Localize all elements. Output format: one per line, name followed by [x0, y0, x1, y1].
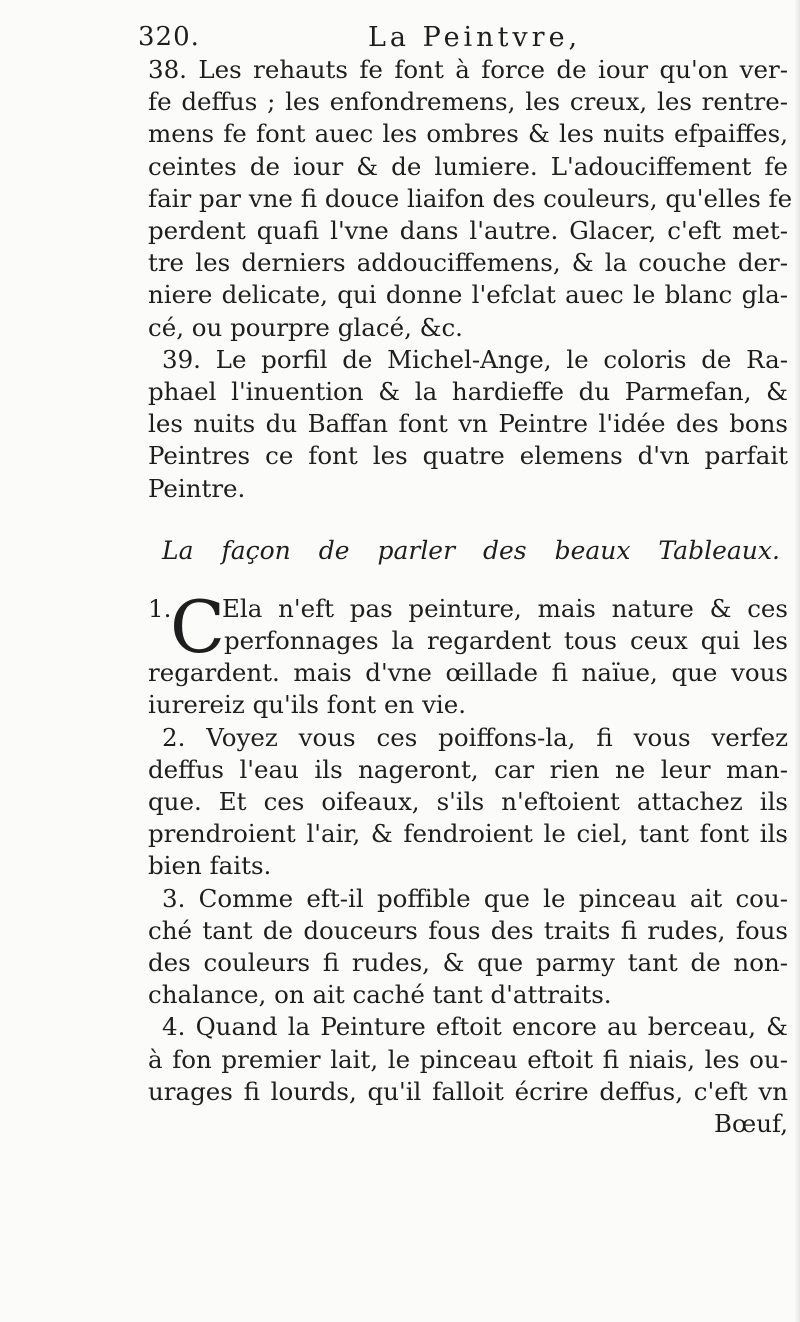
text-line: ché tant de douceurs fous des traits fi rudes, fous	[148, 915, 788, 945]
text-line: perdent quafi l'vne dans l'autre. Glacer, c'eft met-	[148, 216, 788, 246]
text-line: perfonnages la regardent tous ceux qui les	[224, 626, 788, 656]
text-line	[148, 593, 788, 625]
text-line: 39. Le porfil de Michel-Ange, le coloris de Ra-	[162, 344, 788, 374]
text-line: chalance, on ait caché tant d'attraits.	[148, 980, 612, 1010]
text-line: à fon premier lait, le pinceau eftoit fi niais, les ou-	[148, 1044, 788, 1074]
text-line: 38. Les rehauts fe font à force de iour qu'on ver-	[148, 55, 788, 84]
running-title: La Peintvre,	[368, 22, 582, 53]
text-line: deffus l'eau ils nageront, car rien ne leur man-	[148, 754, 788, 784]
page-edge-shadow	[794, 0, 800, 1322]
first-paragraph	[148, 584, 788, 669]
text-line: mens fe font auec les ombres & les nuits efpaiffes,	[148, 119, 788, 149]
text-line: des couleurs fi rudes, & que parmy tant de non-	[148, 948, 788, 978]
text-line-content: Ela n'eft pas peinture, mais nature & ces	[222, 593, 788, 623]
drop-cap: C	[170, 584, 226, 669]
text-line: bien faits.	[148, 851, 272, 881]
text-line: niere delicate, qui donne l'efclat auec le blanc gla-	[148, 280, 788, 310]
text-line: 2. Voyez vous ces poiffons-la, fi vous verfez	[162, 722, 788, 752]
text-line: Peintre.	[148, 473, 246, 503]
text-line: 3. Comme eft-il poffible que le pinceau ait cou-	[162, 883, 788, 913]
text-line: cé, ou pourpre glacé, &c.	[148, 312, 463, 342]
text-line: Peintres ce font les quatre elemens d'vn parfait	[148, 441, 788, 471]
text-line: que. Et ces oifeaux, s'ils n'eftoient attachez ils	[148, 787, 788, 817]
text-line: tre les derniers addouciffemens, & la couche der-	[148, 248, 788, 278]
section-heading: La façon de parler des beaux Tableaux.	[162, 535, 780, 565]
text-line: regardent. mais d'vne œillade fi naïue, que vous	[148, 658, 788, 688]
catchword: Bœuf,	[714, 1109, 788, 1139]
text-line: fair par vne fi douce liaifon des couleurs, qu'elles fe	[148, 183, 793, 213]
text-line: iurereiz qu'ils font en vie.	[148, 690, 467, 720]
text-line: urages fi lourds, qu'il falloit écrire deffus, c'eft vn	[148, 1076, 788, 1106]
text-line: ceintes de iour & de lumiere. L'adouciffement fe	[148, 151, 788, 181]
text-block	[148, 54, 793, 1140]
item-number: 1.	[148, 593, 172, 623]
text-line: prendroient l'air, & fendroient le ciel, tant font ils	[148, 819, 788, 849]
text-line: 4. Quand la Peinture eftoit encore au berceau, &	[162, 1012, 788, 1042]
text-line: fe deffus ; les enfondremens, les creux, les rentre-	[148, 87, 788, 117]
text-line: les nuits du Baffan font vn Peintre l'idée des bons	[148, 409, 788, 439]
page-number: 320.	[138, 22, 200, 52]
text-line: phael l'inuention & la hardieffe du Parmefan, &	[148, 377, 788, 407]
